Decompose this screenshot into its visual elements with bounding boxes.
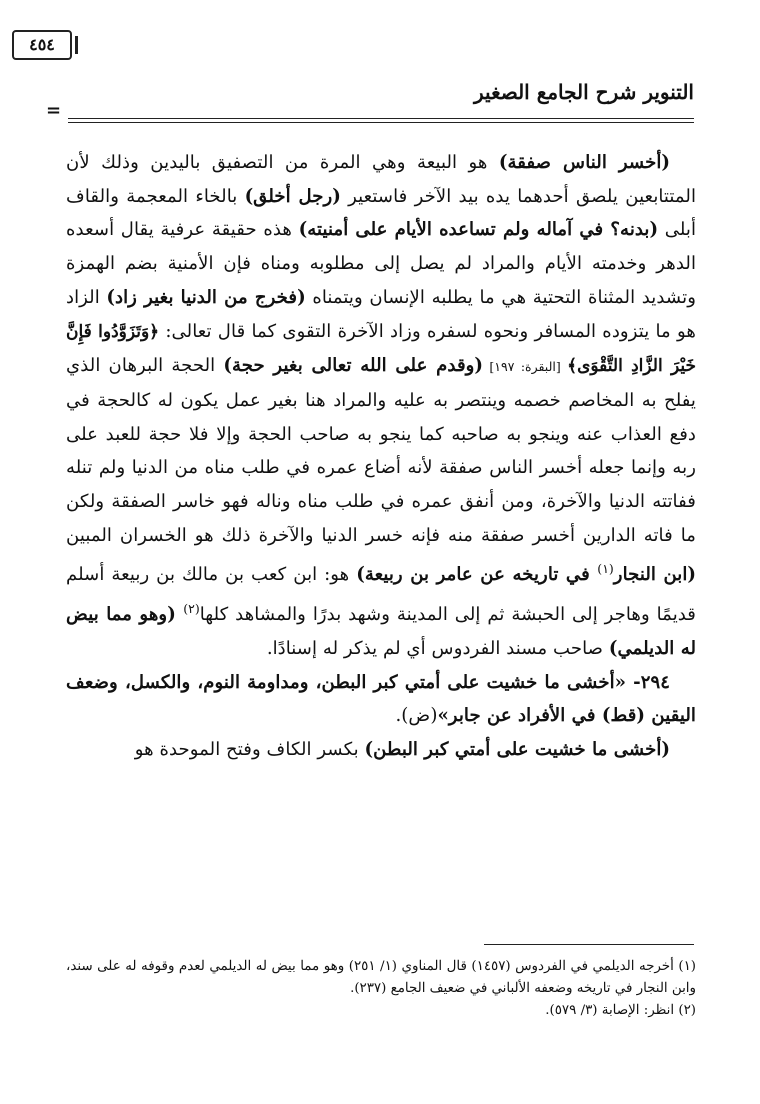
- matn-phrase: (أخشى ما خشيت على أمتي كبر البطن): [364, 739, 670, 761]
- commentary-text: بالخاء المعجمة والقاف أبلى: [66, 185, 697, 241]
- page-header: [68, 74, 694, 116]
- commentary-text: الحجة البرهان الذي يفلح به المخاصم خصمه وينتصر به عليه والمراد هنا بغير عمل يكون له كالحجة في دفع العذاب عنه وينجو به صاحبه كما ينجو به صاحب الحجة وإلا فلا حجة للعبد على ربه وإنما جعله أخسر الناس صفقة لأنه أضاع عمره في طلب مناه من الدنيا ولم تنله ففاتته الدنيا والآخرة، ومن أنفق عمره في طلب مناه وناله فهو خاسر الصفقة ولكن ما فاته الدارين أخسر صفقة منه فإنه خسر الدنيا والآخرة ذلك هو الخسران المبين: [66, 355, 696, 546]
- header-rule: [68, 118, 694, 119]
- book-title: التنوير شرح الجامع الصغير: [474, 80, 694, 104]
- footnote-separator: [484, 944, 694, 945]
- commentary-text: هذه حقيقة عرفية يقال أسعده الدهر وخدمته الأيام والمراد لم يصل إلى مطلوبه ومناه فإن الأمنية بضم الهمزة وتشديد المثناة التحتية هي ما يطلبه الإنسان ويتمناه: [66, 219, 696, 308]
- quran-verse: ﴿وَتَزَوَّدُوا فَإِنَّ خَيْرَ الزَّادِ التَّقْوَى﴾: [66, 321, 697, 377]
- hadith-text: «أخشى ما خشيت على أمتي كبر البطن، ومداومة النوم، والكسل، وضعف اليقين (قط) في الأفراد عن جابر»: [66, 671, 696, 727]
- matn-phrase: في تاريخه عن عامر بن ربيعة): [356, 564, 598, 586]
- matn-phrase: (أخسر الناس صفقة): [498, 152, 671, 173]
- commentary-text: الزاد هو ما يتزوده المسافر ونحوه لسفره وزاد الآخرة التقوى كما قال تعالى:: [66, 286, 697, 342]
- commentary-text: صاحب مسند الفردوس أي لم يذكر له إسنادًا.: [266, 637, 609, 659]
- matn-phrase: (ابن النجار: [613, 564, 697, 586]
- hadith-number: ٢٩٤-: [626, 671, 670, 693]
- commentary-text: هو البيعة وهي المرة من التصفيق باليدين وذلك لأن المتتابعين يلصق أحدهما يده بيد الآخر فاستعير: [66, 152, 697, 207]
- matn-phrase: (بدنه؟ في آماله ولم تساعده الأيام على أمنيته): [298, 219, 659, 241]
- matn-phrase: (فخرج من الدنيا بغير زاد): [106, 286, 306, 308]
- footnotes: [66, 956, 696, 1022]
- header-rule-thin: [68, 122, 694, 123]
- footnote-1: (١) أخرجه الديلمي في الفردوس (١٤٥٧) قال المناوي (١/ ٢٥١) وهو مما بيض له الديلمي لعدم وقوفه له على سند، وابن النجار في تاريخه وضعفه الألباني في ضعيف الجامع (٢٣٧).: [66, 959, 696, 996]
- matn-phrase: (وهو مما بيض له الديلمي): [66, 604, 696, 659]
- commentary-text: هو: ابن كعب بن مالك بن ربيعة أسلم قديمًا وهاجر إلى الحبشة ثم إلى المدينة وشهد بدرًا والمشاهد كلها: [66, 564, 696, 626]
- header-dash: =: [46, 100, 62, 121]
- commentary-paragraph: [66, 146, 696, 666]
- matn-phrase: (رجل أخلق): [244, 185, 341, 207]
- footnote-marker: (٢): [183, 601, 200, 617]
- hadith-grade: (ض).: [395, 705, 438, 727]
- commentary-paragraph: [66, 733, 696, 767]
- matn-phrase: (وقدم على الله تعالى بغير حجة): [223, 355, 484, 377]
- commentary-text: بكسر الكاف وفتح الموحدة هو: [134, 739, 365, 761]
- page-number: ٤٥٤: [12, 30, 72, 60]
- hadith-entry: [66, 666, 696, 733]
- footnote-2: (٢) انظر: الإصابة (٣/ ٥٧٩).: [545, 1003, 696, 1018]
- footnote-marker: (١): [597, 561, 614, 577]
- main-text: [66, 146, 696, 767]
- quran-reference: [البقرة: ١٩٧]: [483, 359, 568, 375]
